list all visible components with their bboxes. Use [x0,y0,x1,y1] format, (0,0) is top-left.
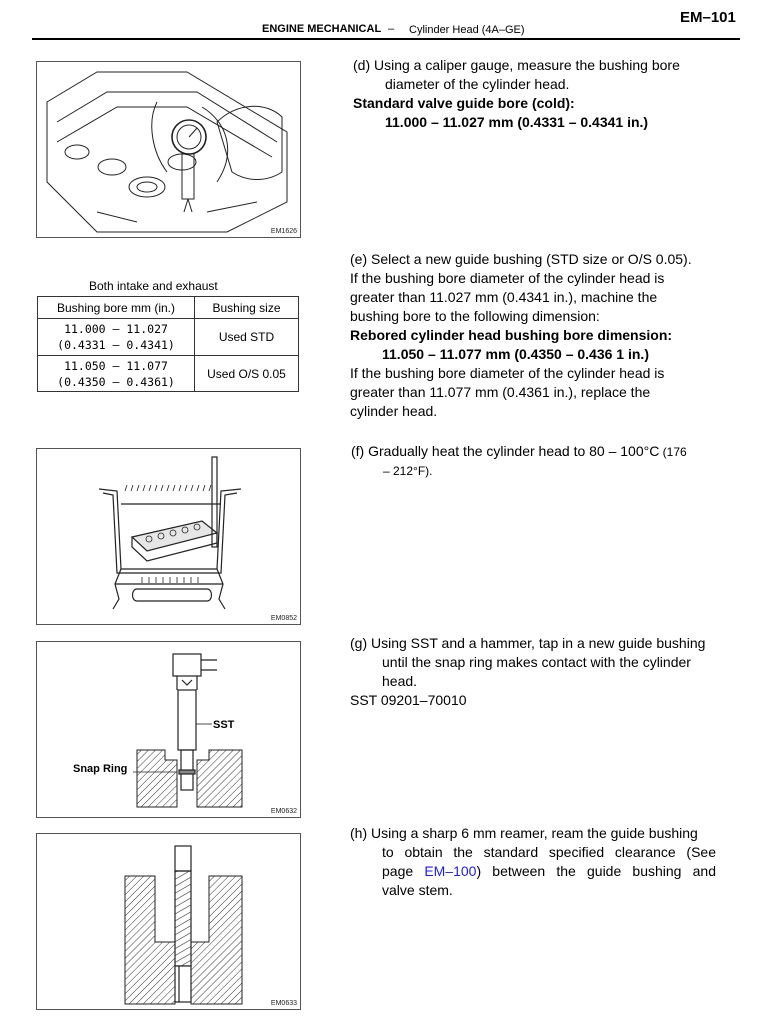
step-h [350,824,716,900]
step-e-line: If the bushing bore diameter of the cylinder head is [350,365,665,381]
figure-code: EM1626 [270,228,297,235]
step-d-line: (d) Using a caliper gauge, measure the bushing bore [353,57,680,73]
step-f [351,442,736,481]
step-e-line: greater than 11.077 mm (0.4361 in.), replace the [350,384,651,400]
step-g [350,634,735,710]
step-e-line: bushing bore to the following dimension: [350,308,600,324]
figure-code: EM0852 [270,615,297,622]
bore-mm: 11.050 – 11.077 [64,358,168,373]
tap-bushing-illustration [37,642,300,817]
bore-in: (0.4350 – 0.4361) [57,374,175,389]
header-dash: – [388,23,395,35]
table-header: Bushing bore mm (in.) [38,297,195,319]
step-g-line: head. [382,673,418,689]
section-title: ENGINE MECHANICAL [262,23,382,35]
step-d [353,56,733,132]
step-e-line: cylinder head. [350,403,438,419]
figure-tap-bushing [36,641,301,818]
step-f-line: – 212°F). [383,464,433,478]
table-caption: Both intake and exhaust [89,279,218,293]
snap-ring-label: Snap Ring [73,763,128,775]
step-h-line [350,862,716,881]
figure-ream-bushing [36,833,301,1010]
step-g-sst: SST 09201–70010 [350,692,467,708]
step-f-tail: (176 [659,445,687,459]
caliper-gauge-illustration [37,62,300,237]
figure-heating-bath [36,448,301,625]
table-row [38,319,299,356]
header-rule [32,38,740,40]
figure-code: EM0633 [270,1000,297,1007]
page-number: EM–101 [680,9,736,26]
table-header: Bushing size [195,297,299,319]
bushing-size: Used STD [195,319,299,356]
step-d-line: diameter of the cylinder head. [385,76,570,92]
subsection-title: Cylinder Head (4A–GE) [409,24,525,36]
table-row [38,356,299,392]
step-e-spec-label: Rebored cylinder head bushing bore dimension: [350,327,673,343]
bushing-size-table [37,296,299,392]
step-d-spec-value: 11.000 – 11.027 mm (0.4331 – 0.4341 in.) [385,114,649,130]
step-e-line: If the bushing bore diameter of the cylinder head is [350,270,665,286]
step-g-line: (g) Using SST and a hammer, tap in a new guide bushing [350,635,706,651]
figure-code: EM0632 [270,808,297,815]
bore-in: (0.4331 – 0.4341) [57,338,175,352]
step-h-post: ) between the guide bushing and [476,863,716,879]
step-d-spec-label: Standard valve guide bore (cold): [353,95,575,111]
bore-mm: 11.000 – 11.027 [64,322,168,336]
step-f-main: (f) Gradually heat the cylinder head to 80 – 100°C [351,443,660,459]
step-e-spec-value: 11.050 – 11.077 mm (0.4350 – 0.436 1 in.) [382,346,649,362]
step-e-line: greater than 11.027 mm (0.4341 in.), machine the [350,289,658,305]
step-g-line: until the snap ring makes contact with the cylinder [382,654,691,670]
step-h-line: valve stem. [382,882,453,898]
step-h-line: (h) Using a sharp 6 mm reamer, ream the guide bushing [350,825,698,841]
step-e-line: (e) Select a new guide bushing (STD size or O/S 0.05). [350,251,692,267]
step-h-pre: page [382,863,425,879]
step-h-line: to obtain the standard specified clearance (See [382,844,716,860]
step-e [350,250,735,421]
sst-label: SST [213,719,235,731]
step-f-line [351,442,736,462]
heating-bath-illustration [37,449,300,624]
bushing-size: Used O/S 0.05 [195,356,299,392]
ream-bushing-illustration [37,834,300,1009]
figure-caliper-gauge [36,61,301,238]
page-link-em-100[interactable]: EM–100 [424,863,477,879]
